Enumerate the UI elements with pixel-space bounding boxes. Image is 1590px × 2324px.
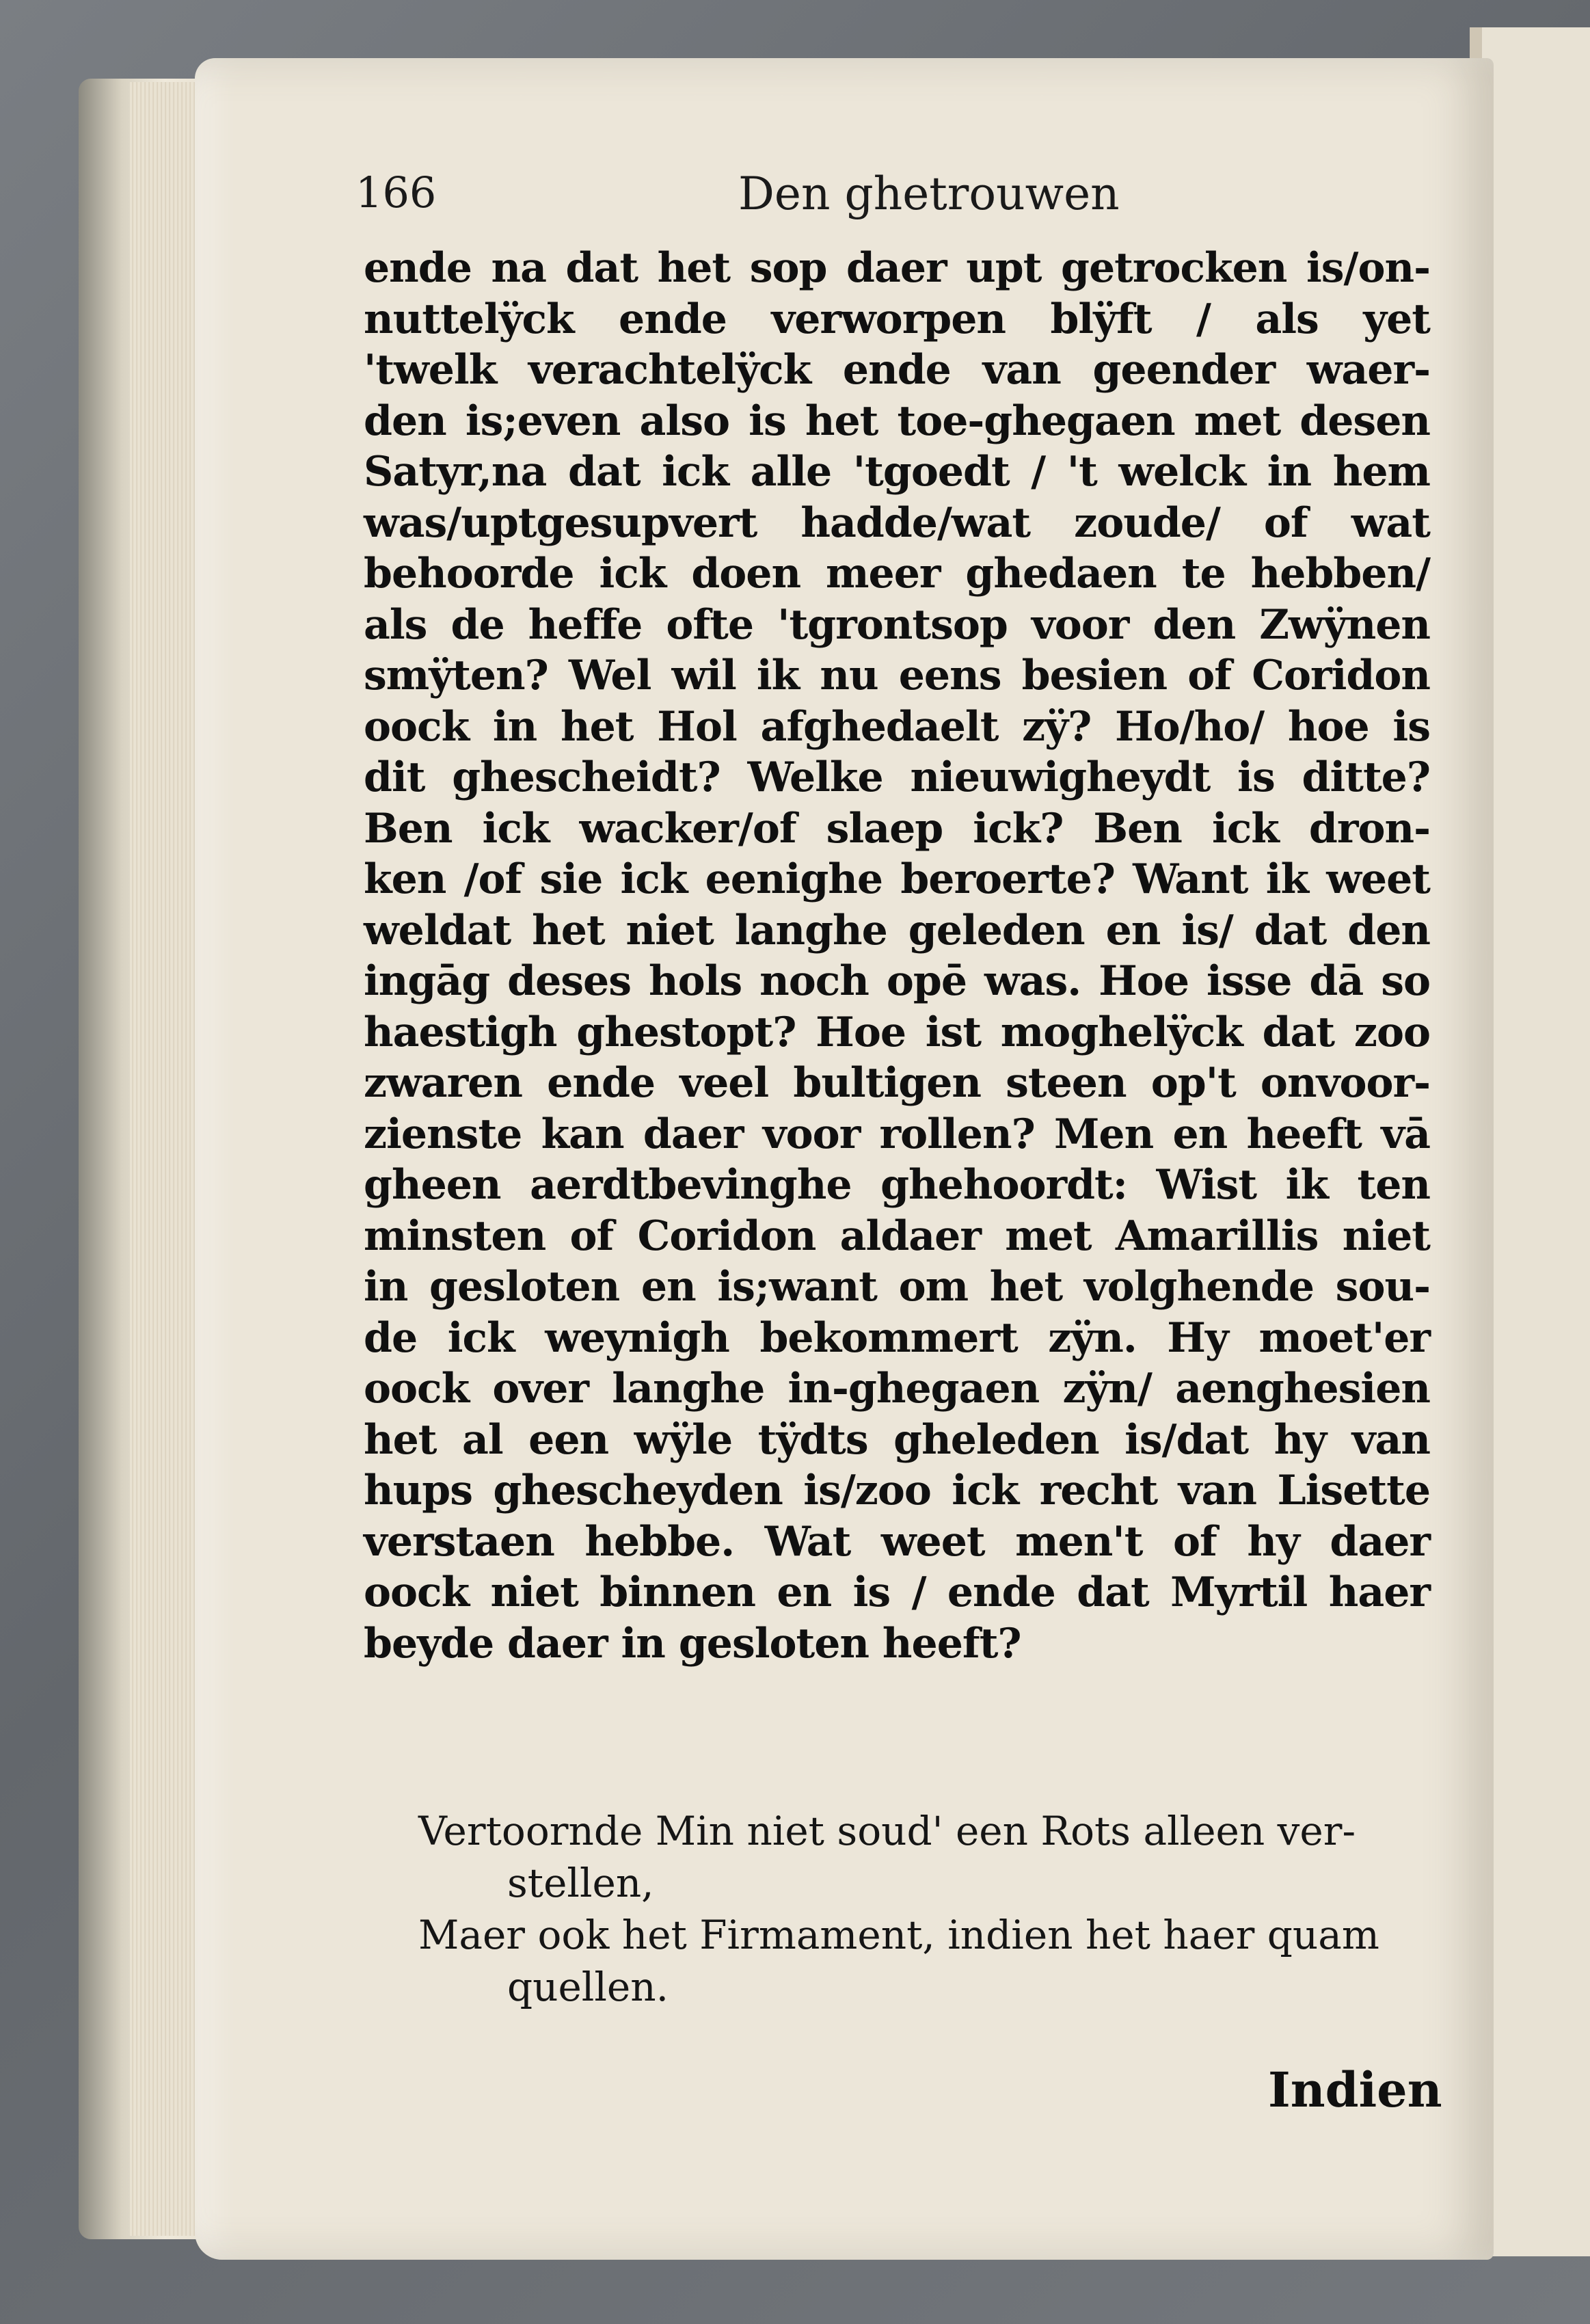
body-text <box>364 243 1430 1669</box>
text-line: dit ghescheidt? Welke nieuwigheydt is ditte? <box>364 753 1430 801</box>
text-line: 'twelk verachtelÿck ende van geender waer- <box>364 346 1430 394</box>
text-line: ingāg deses hols noch opē was. Hoe isse dā so <box>364 957 1430 1005</box>
text-line: minsten of Coridon aldaer met Amarillis niet <box>364 1212 1430 1260</box>
catchword: Indien <box>1268 2061 1442 2118</box>
text-line: verstaen hebbe. Wat weet men't of hy daer <box>364 1517 1430 1566</box>
text-line: was/uptgesupvert hadde/wat zoude/ of wat <box>364 498 1430 547</box>
text-line: oock in het Hol afghedaelt zÿ? Ho/ho/ hoe is <box>364 702 1430 751</box>
page-header <box>355 168 1244 236</box>
text-line: het al een wÿle tÿdts gheleden is/dat hy van <box>364 1415 1430 1464</box>
text-line: ende na dat het sop daer upt getrocken is/on- <box>364 244 1430 292</box>
text-line-last: beyde daer in gesloten heeft? <box>364 1619 1021 1668</box>
text-line: de ick weynigh bekommert zÿn. Hy moet'er <box>364 1313 1430 1362</box>
verse-line: quellen. <box>507 1964 669 2010</box>
text-line: Ben ick wacker/of slaep ick? Ben ick dron- <box>364 804 1430 853</box>
text-line: behoorde ick doen meer ghedaen te hebben/ <box>364 550 1430 598</box>
text-line: Satyr,na dat ick alle 'tgoedt / 't welck in hem <box>364 448 1430 496</box>
verse-line: stellen, <box>507 1860 654 1906</box>
text-line: haestigh ghestopt? Hoe ist moghelÿck dat zoo <box>364 1008 1430 1056</box>
text-line: gheen aerdtbevinghe ghehoordt: Wist ik ten <box>364 1161 1430 1209</box>
text-line: zienste kan daer voor rollen? Men en heeft vā <box>364 1110 1430 1158</box>
text-line: smÿten? Wel wil ik nu eens besien of Coridon <box>364 652 1430 699</box>
text-line: ken /of sie ick eenighe beroerte? Want ik weet <box>364 855 1430 903</box>
text-line: hups ghescheyden is/zoo ick recht van Lisette <box>364 1467 1430 1514</box>
page-number: 166 <box>355 168 437 217</box>
text-line: als de heffe ofte 'tgrontsop voor den Zwÿnen <box>364 600 1430 649</box>
text-line: in gesloten en is;want om het volghende sou- <box>364 1263 1430 1311</box>
text-line: oock niet binnen en is / ende dat Myrtil haer <box>364 1568 1430 1616</box>
running-title: Den ghetrouwen <box>738 168 1120 220</box>
text-line: oock over langhe in-ghegaen zÿn/ aenghesien <box>364 1365 1430 1413</box>
text-line: weldat het niet langhe geleden en is/ dat den <box>364 906 1430 954</box>
verse-block <box>418 1805 1451 2013</box>
verse-line: Maer ook het Firmament, indien het haer quam <box>418 1912 1379 1958</box>
verse-line: Vertoornde Min niet soud' een Rots alleen ver- <box>418 1808 1356 1854</box>
text-line: zwaren ende veel bultigen steen op't onvoor- <box>364 1059 1430 1107</box>
text-line: den is;even also is het toe-ghegaen met desen <box>364 397 1430 445</box>
text-line: nuttelÿck ende verworpen blÿft / als yet <box>364 295 1430 343</box>
